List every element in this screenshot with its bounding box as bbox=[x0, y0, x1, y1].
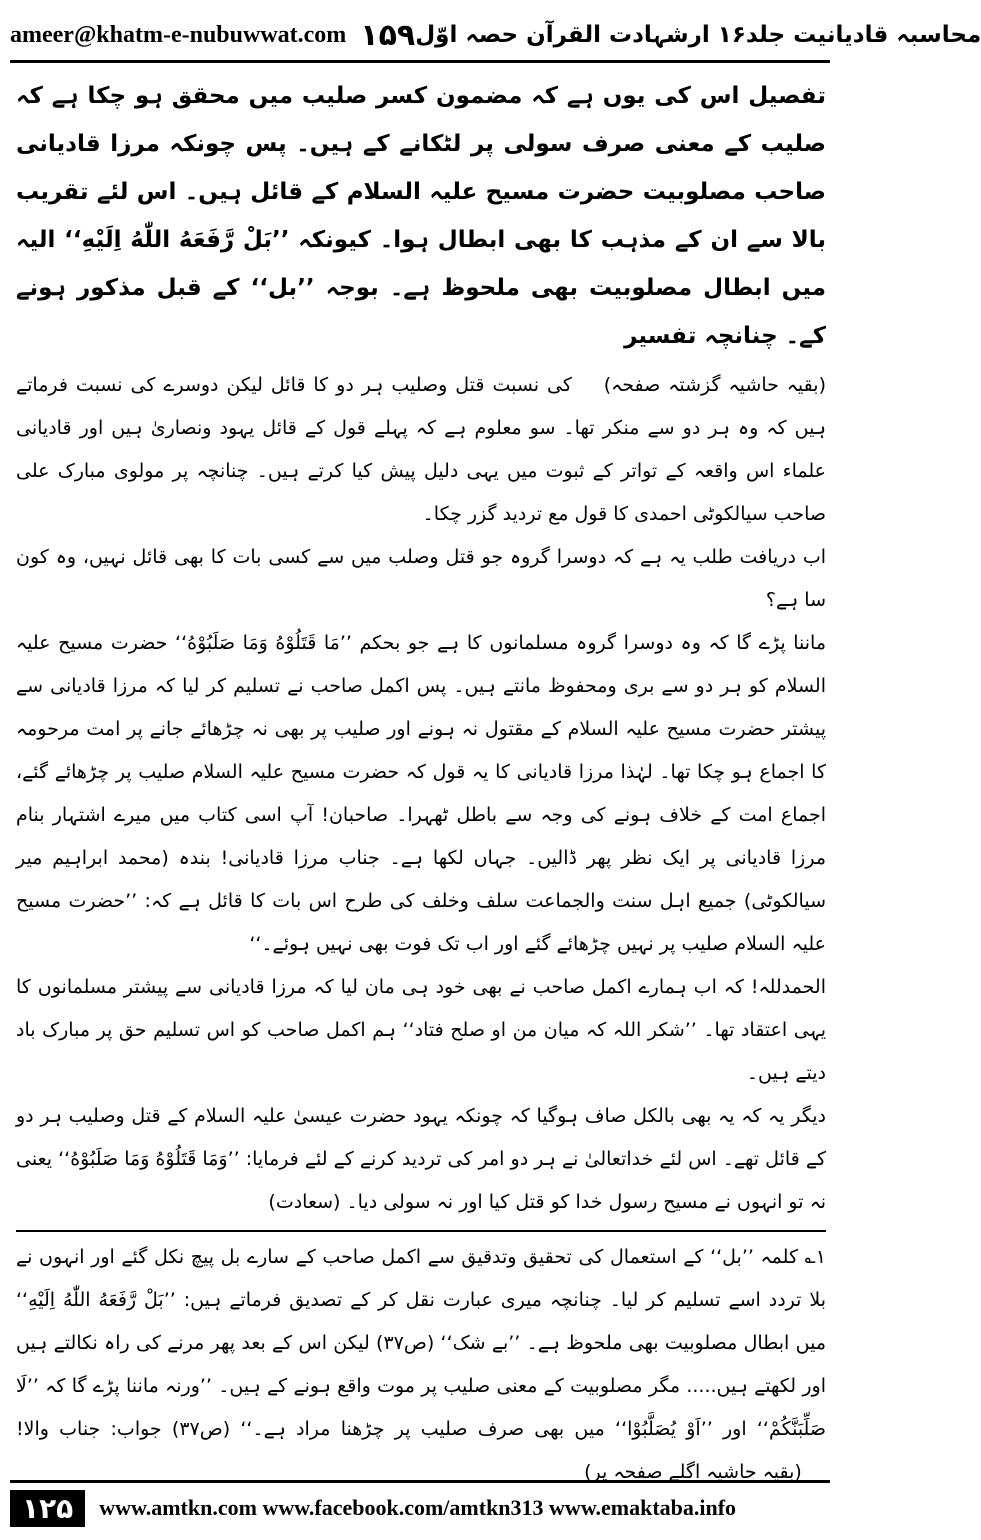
footnote-marker: ۱؎ bbox=[804, 1246, 826, 1268]
header-email: ameer@khatm-e-nubuwwat.com bbox=[10, 21, 347, 48]
footnote-text: کلمہ ’’بل‘‘ کے استعمال کی تحقیق وتدقیق سے اکمل صاحب کے سارے بل پیچ نکل گئے اور انہوں نے بلا تردد اسے تسلیم کر لیا۔ چنانچہ میری عبارت نقل کر کے تصدیق فرماتے ہیں: ’’بَلْ رَّفَعَهُ اللّٰهُ اِلَیْهِ‘‘ میں ابطال مصلوبیت بھی ملحوظ ہے۔ ’’بے شک‘‘ (ص۳۷) لیکن اس کے بعد پھر مرنے کی راہ نکالتے ہیں اور لکھتے ہیں..... مگر مصلوبیت کے معنی صلیب پر موت واقع ہونے کے ہیں۔ ’’ورنہ ماننا پڑے گا کہ ’’لَا صَلِّبَنَّکُمْ‘‘ اور ’’اَوْ یُصَلَّبُوْا‘‘ میں بھی صرف صلیب پر چڑھنا مراد ہے۔‘‘ (ص۳۷) جواب: جناب والا! bbox=[16, 1246, 826, 1440]
footnote-continued-label: (بقیہ حاشیہ اگلے صفحہ پر) bbox=[584, 1461, 802, 1483]
page-footer bbox=[10, 1480, 830, 1533]
footer-page-number: ۱۲۵ bbox=[10, 1490, 85, 1527]
note-paragraph: دیگر یہ کہ یہ بھی بالکل صاف ہوگیا کہ چونکہ یہود حضرت عیسیٰ علیہ السلام کے قتل وصلیب ہر دو کے قائل تھے۔ اس لئے خداتعالیٰ نے ہر دو امر کی تردید کرنے کے لئے فرمایا: ’’وَمَا قَتَلُوْهُ وَمَا صَلَبُوْهُ‘‘ یعنی نہ تو انہوں نے مسیح رسول خدا کو قتل کیا اور نہ سولی دیا۔ (سعادت) bbox=[16, 1105, 826, 1213]
footer-urls: www.amtkn.com www.facebook.com/amtkn313 www.emaktaba.info bbox=[99, 1495, 737, 1520]
header-book-title: محاسبہ قادیانیت جلد۱۶ ارشہادت القرآن حصہ اوّل bbox=[415, 22, 981, 48]
header-page-number: ۱۵۹ bbox=[360, 17, 416, 53]
footnote bbox=[16, 1236, 826, 1494]
main-text bbox=[16, 72, 826, 360]
footnote-divider bbox=[16, 1230, 826, 1232]
page-content bbox=[16, 72, 826, 1483]
marginal-notes bbox=[16, 364, 826, 1494]
main-paragraph: تفصیل اس کی یوں ہے کہ مضمون کسر صلیب میں محقق ہو چکا ہے کہ صلیب کے معنی صرف سولی پر لٹکانے کے ہیں۔ پس چونکہ مرزا قادیانی صاحب مصلوبیت حضرت مسیح علیہ السلام کے قائل ہیں۔ اس لئے تقریب بالا سے ان کے مذہب کا بھی ابطال ہوا۔ کیونکہ ’’بَلْ رَّفَعَهُ اللّٰهُ اِلَیْهِ‘‘ الیہ میں ابطال مصلوبیت بھی ملحوظ ہے۔ بوجہ ’’بل‘‘ کے قبل مذکور ہونے کے۔ چنانچہ تفسیر bbox=[16, 83, 826, 349]
page-header bbox=[10, 10, 981, 63]
note-paragraph: اب دریافت طلب یہ ہے کہ دوسرا گروہ جو قتل وصلب میں سے کسی بات کا بھی قائل نہیں، وہ کون سا ہے؟ bbox=[16, 546, 826, 611]
continuation-label: (بقیہ حاشیہ گزشتہ صفحہ) bbox=[603, 374, 826, 396]
note-continuation bbox=[16, 364, 826, 536]
continuation-text: کی نسبت قتل وصلیب ہر دو کا قائل لیکن دوسرے کی نسبت فرماتے ہیں کہ وہ ہر دو سے منکر تھا۔ سو معلوم ہے کہ پہلے قول کے قائل یہود ونصاریٰ ہیں اور قادیانی علماء اس واقعہ کے تواتر کے ثبوت میں یہی دلیل پیش کیا کرتے ہیں۔ چنانچہ پر مولوی مبارک علی صاحب سیالکوٹی احمدی کا قول مع تردید گزر چکا۔ bbox=[16, 374, 826, 525]
note-paragraph: الحمدللہ! کہ اب ہمارے اکمل صاحب نے بھی خود ہی مان لیا کہ مرزا قادیانی سے پیشتر مسلمانوں کا یہی اعتقاد تھا۔ ’’شکر اللہ کہ میان من او صلح فتاد‘‘ ہم اکمل صاحب کو اس تسلیم حق پر مبارک باد دیتے ہیں۔ bbox=[16, 976, 826, 1084]
note-paragraph: ماننا پڑے گا کہ وہ دوسرا گروہ مسلمانوں کا ہے جو بحکم ’’مَا قَتَلُوْهُ وَمَا صَلَبُوْهُ‘‘ حضرت مسیح علیہ السلام کو ہر دو سے بری ومحفوظ مانتے ہیں۔ پس اکمل صاحب نے تسلیم کر لیا کہ مرزا قادیانی سے پیشتر حضرت مسیح علیہ السلام کے مقتول نہ ہونے اور صلیب پر بھی نہ چڑھائے جانے پر امت مرحومہ کا اجماع ہو چکا تھا۔ لہٰذا مرزا قادیانی کا یہ قول کہ حضرت مسیح علیہ السلام صلیب پر چڑھائے گئے، اجماع امت کے خلاف ہونے کی وجہ سے باطل ٹھہرا۔ صاحبان! آپ اسی کتاب میں میرے اشتہار بنام مرزا قادیانی پر ایک نظر پھر ڈالیں۔ جہاں لکھا ہے۔ جناب مرزا قادیانی! بندہ (محمد ابراہیم میر سیالکوٹی) جمیع اہل سنت والجماعت سلف وخلف کی طرح اس بات کا قائل ہے کہ: ’’حضرت مسیح علیہ السلام صلیب پر نہیں چڑھائے گئے اور اب تک فوت بھی نہیں ہوئے۔‘‘ bbox=[16, 632, 826, 955]
